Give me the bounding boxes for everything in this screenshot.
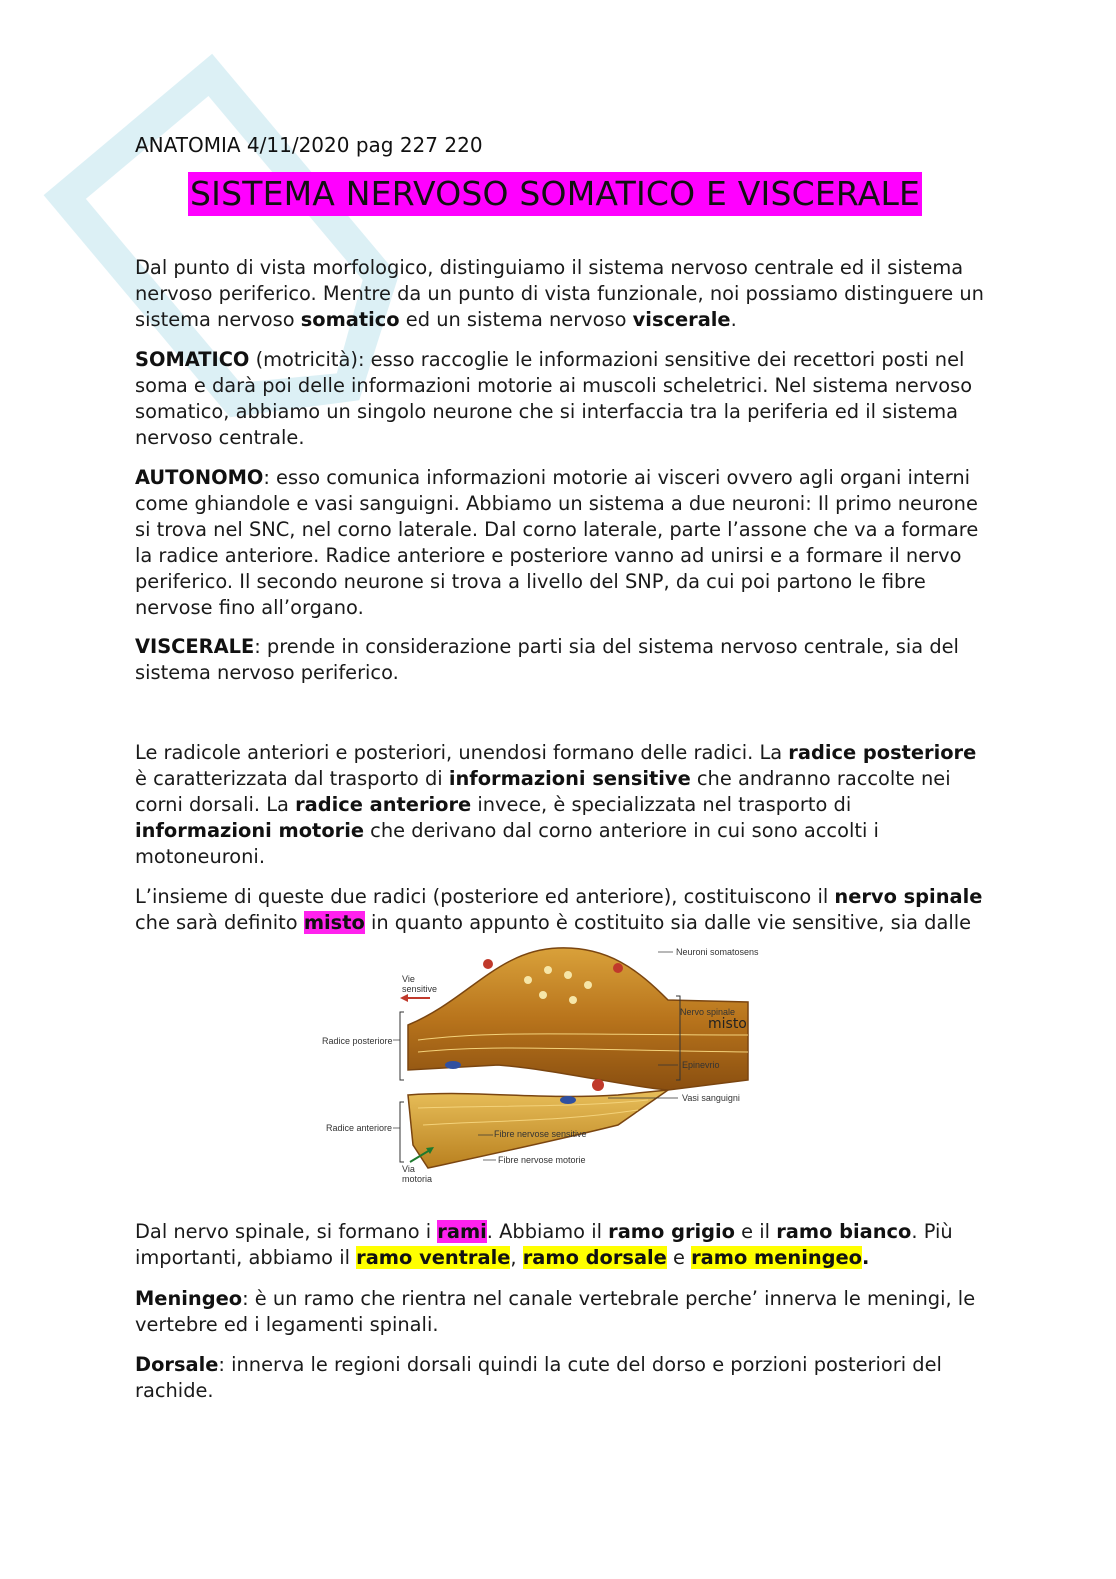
- ramo-dorsale-highlight: ramo dorsale: [522, 1246, 667, 1269]
- ramo-meningeo-highlight: ramo meningeo: [691, 1246, 862, 1269]
- label-radice-posteriore: Radice posteriore: [322, 1036, 393, 1046]
- paragraph-dorsale: Dorsale: innerva le regioni dorsali quindi la cute del dorso e porzioni posteriori del rachide.: [135, 1353, 942, 1402]
- page-title: SISTEMA NERVOSO SOMATICO E VISCERALE: [188, 172, 922, 216]
- label-nervo-spinale: Nervo spinale: [680, 1007, 736, 1017]
- label-fibre-sensitive: Fibre nervose sensitive: [494, 1129, 587, 1139]
- ramo-ventrale-highlight: ramo ventrale: [356, 1246, 511, 1269]
- paragraph-nervo-spinale: L’insieme di queste due radici (posteriore ed anteriore), costituiscono il nervo spinale che sarà definito misto in quanto appunto è costituito sia dalle vie sensitive, sia dalle: [135, 885, 983, 934]
- label-vasi-sanguigni: Vasi sanguigni: [682, 1093, 740, 1103]
- label-neuroni: Neuroni somatosens: [676, 947, 759, 957]
- paragraph-radici: Le radicole anteriori e posteriori, unendosi formano delle radici. La radice posteriore è caratterizzata dal trasporto di informazioni sensitive che andranno raccolte nei corni dorsali. La radice anteriore invece, è specializzata nel trasporto di informazioni motorie che derivano dal corno anteriore in cui sono accolti i motoneuroni.: [135, 741, 977, 868]
- label-fibre-motorie: Fibre nervose motorie: [498, 1155, 586, 1165]
- label-vie-sensitive: Vie sensitive: [402, 974, 438, 994]
- rami-highlight: rami: [437, 1220, 487, 1243]
- label-misto: misto: [708, 1016, 747, 1032]
- spinal-nerve-figure: [318, 940, 758, 1190]
- header-line: ANATOMIA 4/11/2020 pag 227 220: [135, 133, 483, 157]
- paragraph-somatico: SOMATICO (motricità): esso raccoglie le informazioni sensitive dei recettori posti nel soma e darà poi delle informazioni motorie ai muscoli scheletrici. Nel sistema nervoso somatico, abbiamo un singolo neurone che si interfaccia tra la periferia ed il sistema nervoso centrale.: [135, 348, 973, 449]
- paragraph-meningeo: Meningeo: è un ramo che rientra nel canale vertebrale perche’ innerva le meningi, le vertebre ed i legamenti spinali.: [135, 1287, 976, 1336]
- paragraph-viscerale: VISCERALE: prende in considerazione parti sia del sistema nervoso centrale, sia del sistema nervoso periferico.: [135, 635, 959, 684]
- label-radice-anteriore: Radice anteriore: [326, 1123, 393, 1133]
- misto-highlight: misto: [303, 911, 365, 934]
- paragraph-autonomo: AUTONOMO: esso comunica informazioni motorie ai visceri ovvero agli organi interni come ghiandole e vasi sanguigni. Abbiamo un sistema a due neuroni: Il primo neurone si trova nel SNC, nel corno laterale. Dal corno laterale, parte l’assone che va a formare la radice anteriore. Radice anteriore e posteriore vanno ad unirsi e a formare il nervo periferico. Il secondo neurone si trova a livello del SNP, da cui poi partono le fibre nervose fino all’organo.: [135, 466, 979, 619]
- paragraph-intro: Dal punto di vista morfologico, distinguiamo il sistema nervoso centrale ed il sistema nervoso periferico. Mentre da un punto di vista funzionale, noi possiamo distinguere un sistema nervoso somatico ed un sistema nervoso viscerale.: [135, 256, 984, 331]
- label-epinevrio: Epinevrio: [682, 1060, 720, 1070]
- paragraph-rami: Dal nervo spinale, si formano i rami. Abbiamo il ramo grigio e il ramo bianco. Più importanti, abbiamo il ramo ventrale, ramo dorsale e ramo meningeo.: [135, 1220, 953, 1269]
- label-via-motoria: Via motoria: [402, 1164, 433, 1184]
